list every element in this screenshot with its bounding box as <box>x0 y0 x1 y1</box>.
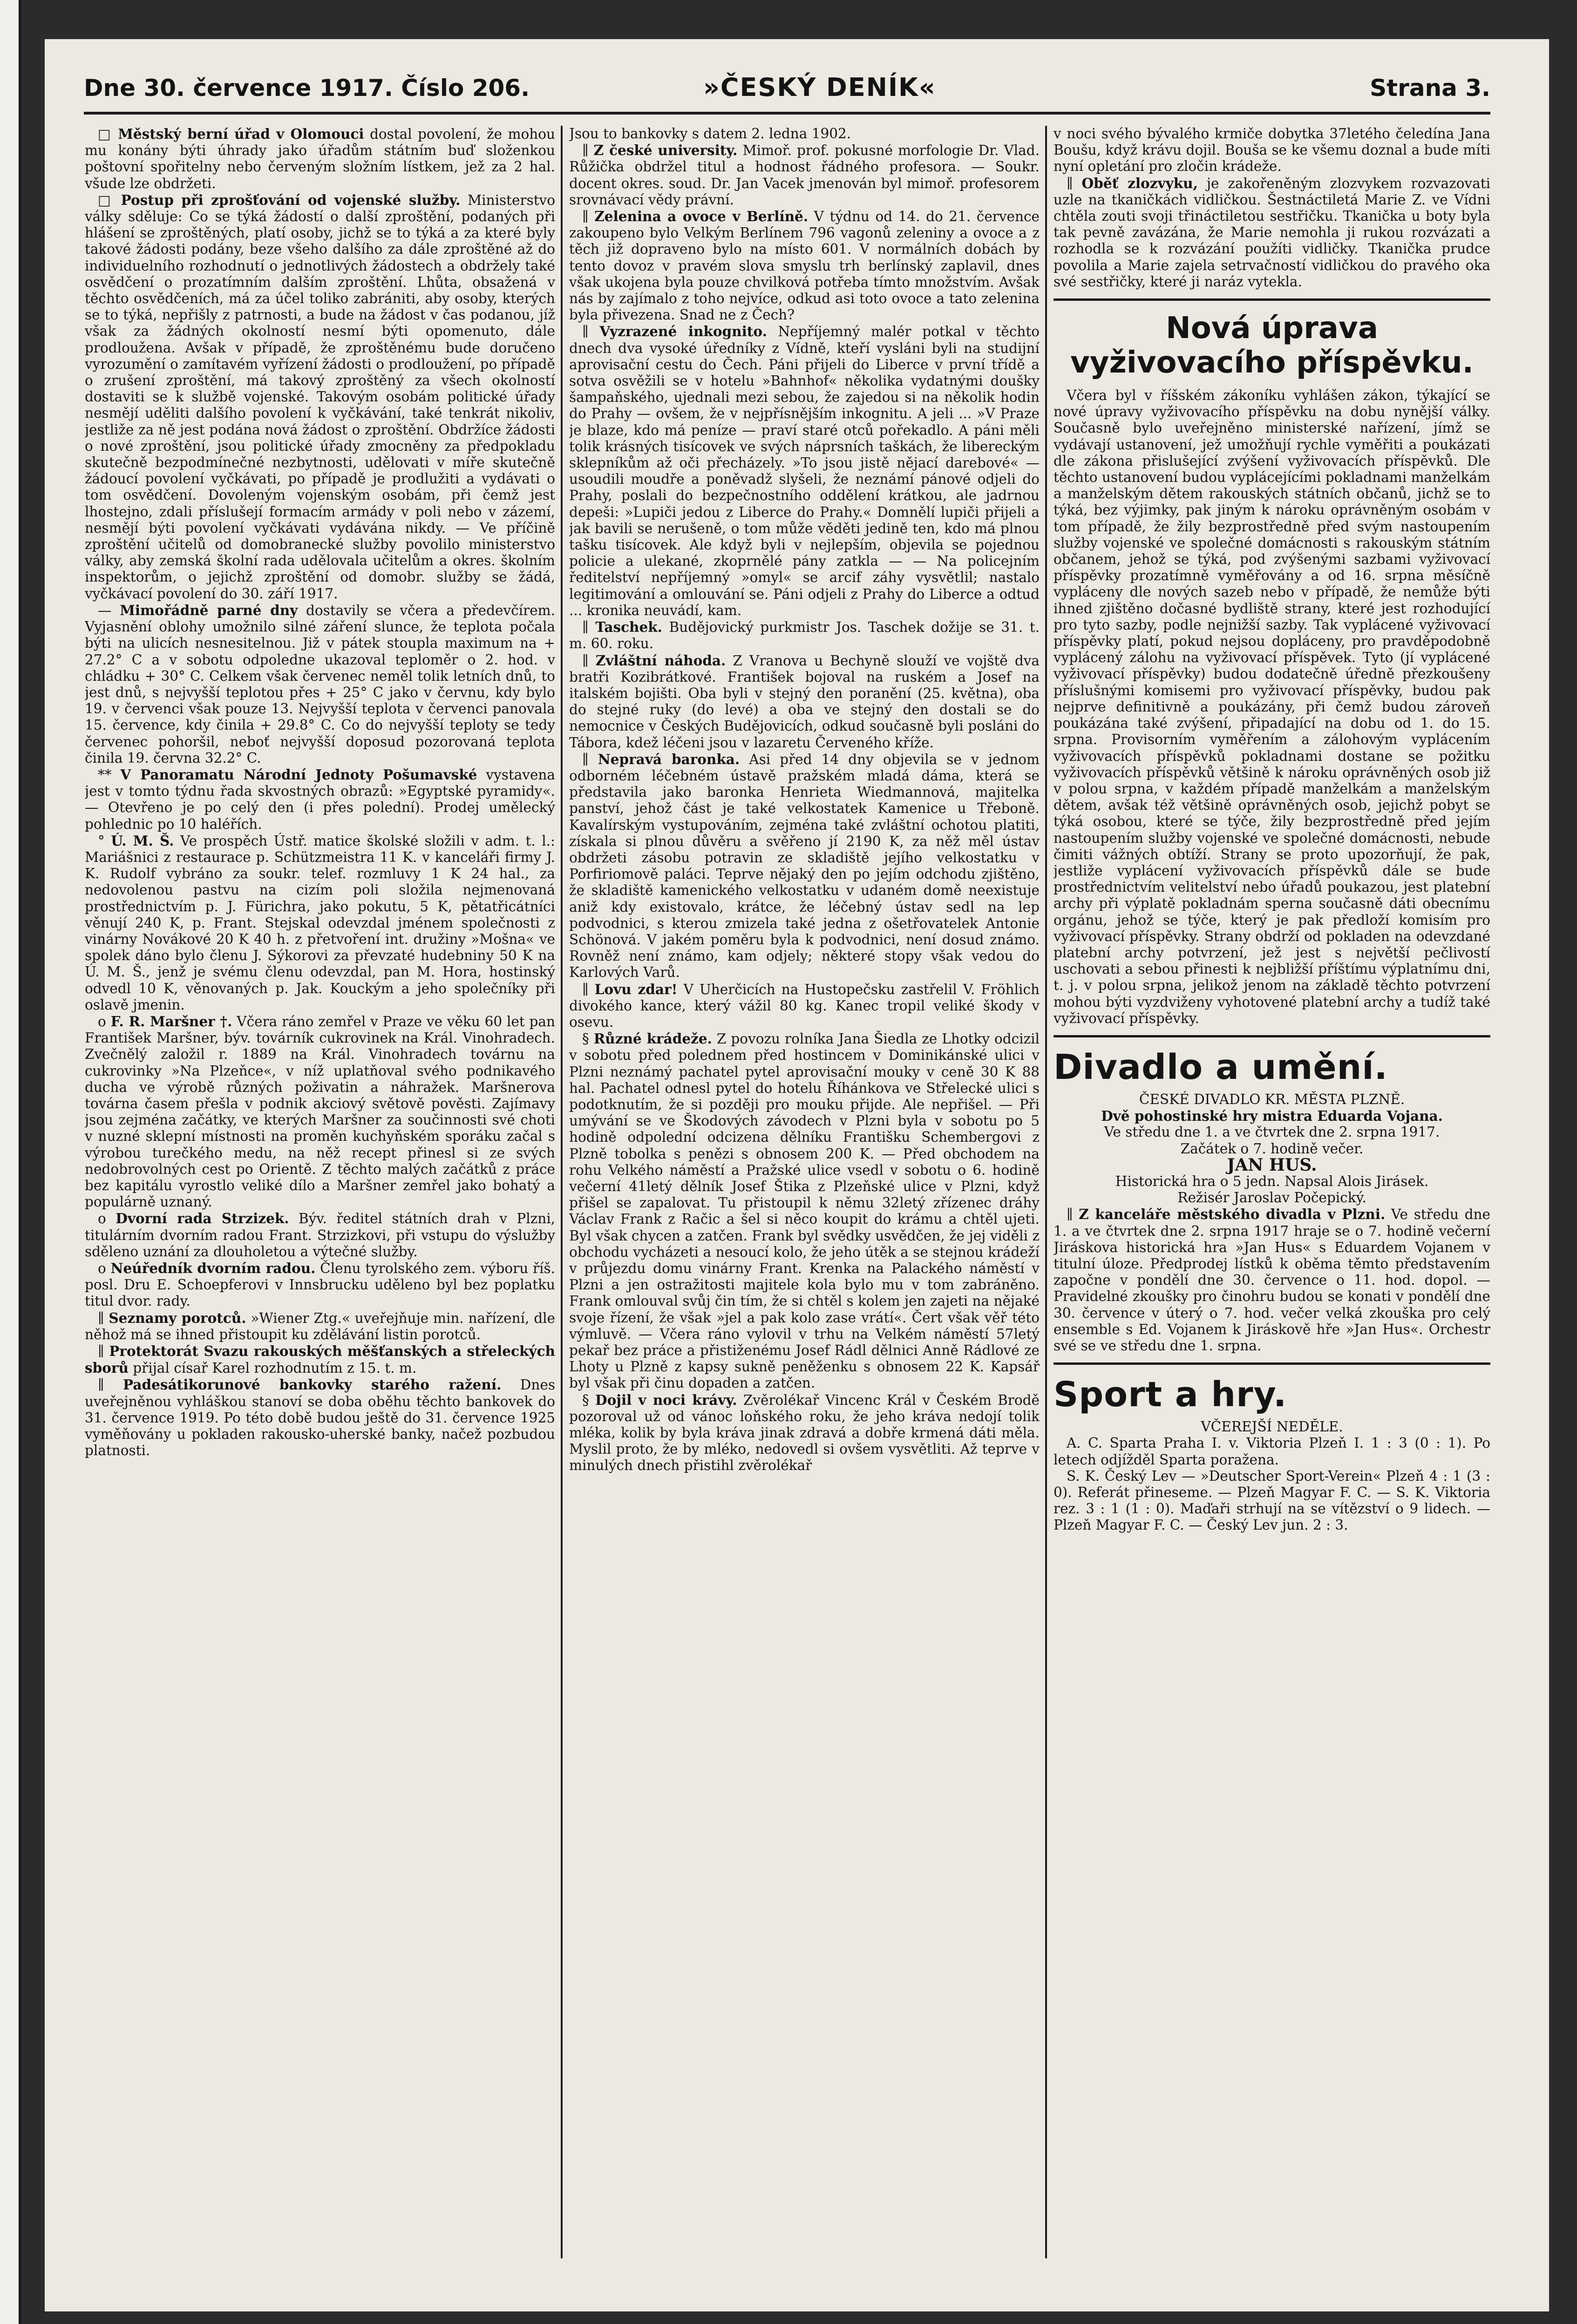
article-nahoda: ∥ Zvláštní náhoda. Z Vranova u Bechyně slouží ve vojště dva bratři Kozibrátkové. František bojoval na ruském a Josef na italském bojišti. Oba byli v stejný den poranění (25. května), oba do stejné ruky (do levé) a oba ve stejný den dostali se do nemocnice v Českých Budějovicích, odkud současně byli posláni do Tábora, kdež léčeni jsou v lazaretu Červeného kříže. <box>569 652 1040 751</box>
column-2 <box>569 126 1040 2268</box>
article-heading: Městský berní úřad v Olomouci <box>118 126 364 142</box>
article-heading: Vyzrazené inkognito. <box>599 323 767 340</box>
article-text: vystavena jest v tomto týdnu řada skvostných obrazů: »Egyptské pyramidy«. — Otevřeno je po celý den (i přes polední). Prodej umělecký pohlednic po 10 haléřích. <box>85 766 555 832</box>
page-left-strip <box>0 0 21 2324</box>
article-heading: Zvláštní náhoda. <box>595 652 726 669</box>
article-text: přijal císař Karel rozhodnutím z 15. t. m. <box>133 1360 417 1376</box>
article-text: Členu tyrolského zem. výboru říš. posl. Dru E. Schoepferovi v Innsbrucku uděleno byl bez poplatku titul dvor. rady. <box>85 1260 555 1309</box>
article-text: Nepříjemný malér potkal v těchto dnech dva vysoké úředníky z Vídně, kteří vysláni byli na studijní aprovisační cestu do Čech. Páni přijeli do Liberce v první třídě a sotva osvěžili se v hotelu »Bahnhof« několika vydatnými doušky šampaňského, ujednali mezi sebou, že zajedou si na několik hodin do Prahy — ovšem, že v nejpřísnějším inkognitu. A jeli ... »V Praze je blaze, kdo má peníze — praví staré otců pořekadlo. A páni měli tolik krásných tisícovek ve svých náprsních taškách, že libereckým sklepníkům až oči přecházely. »To jsou jistě nějací darebové« — usoudili moudře a poněvadž slyšeli, že neznámí pánové odjeli do Prahy, poslali do bezpečnostního oddělení krátkou, ale jadrnou depeši: »Lupiči jedou z Liberce do Prahy.« Domnělí lupiči přijeli a jak bavili se nerušeně, o tom může věděti jedině ten, kdo má plnou tašku tisícovek. Ale když byli v nejlepším, objevila se pojednou policie a ulekané, zkoprnělé pány zatkla — — Na policejním ředitelství nepříjemný »omyl« se arcif záhy vysvětlil; nastalo legitimování a omlouvání se. Páni odjeli z Prahy do Liberce a odtud ... kronika neuvádí, kam. <box>569 324 1040 618</box>
article-heading: Postup při zprošťování od vojenské služby. <box>121 191 461 208</box>
article-baronka: ∥ Nepravá baronka. Asi před 14 dny objevila se v jednom odborném léčebném ústavě pražském mladá dáma, která se představila jako baronka Henrieta Wiedmannová, majitelka panství, jehož část je také velkostatek Kamenice u Třeboně. Kavalírským vystupováním, zejména také zvláštní ochotou platiti, získala si plnou důvěru a svěřeno jí 2190 K, za něž měl ústav obdržeti zásobu potravin ze skladiště jejího velkostatku v Porfiriomově paláci. Teprve nějaký den po jejím odchodu zjištěno, že skladiště kamenického velkostatku v udaném domě neexistuje aniž kdy existovalo, krátce, že léčebný ústav sedl na lep podvodnici, s kterou zmizela také jedna z ošetřovatelek Antonie Schönová. V jakém poměru byla k podvodnici, není dosud známo. Rovněž není známo, kam odjely; některé stopy však vedou do Karlových Varů. <box>569 751 1040 981</box>
sport-subheading: VČEREJŠÍ NEDĚLE. <box>1201 1419 1343 1435</box>
article-text: V Uherčicích na Hustopečsku zastřelil V. Fröhlich divokého kance, který vážil 80 kg. Kanec tropil veliké škody v osevu. <box>569 981 1040 1030</box>
sport-result-sparta: A. C. Sparta Praha I. v. Viktoria Plzeň I. 1 : 3 (0 : 1). Po letech odjížděl Sparta poražena. <box>1054 1435 1490 1468</box>
article-continuation: Jsou to bankovky s datem 2. ledna 1902. <box>569 126 851 142</box>
article-text: dostal povolení, že mohou mu konány býti úhrady jako úřadům státním buď složenkou poštovní spořitelny nebo červeným složním lístkem, jež za 2 hal. všude lze obdržeti. <box>85 126 555 191</box>
theatre-play-title: JAN HUS. <box>1227 1155 1317 1175</box>
article-heading: Různé krádeže. <box>593 1030 712 1047</box>
article-strzizek: o Dvorní rada Strzizek. Býv. ředitel státních drah v Plzni, titulárním dvorním radou Frant. Strzizkovi, při vstupu do výslužby sděleno uznání za dlouholetou a výtečné služby. <box>85 1210 555 1260</box>
article-parne-dny: — Mimořádně parné dny dostavily se včera a předevčírem. Vyjasnění oblohy umožnilo silné záření slunce, že teplota počala býti na ulicích nesnesitelnou. Již v pátek stoupla maximum na + 27.2° C a v sobotu odpoledne ukazoval teploměr o 2. hod. v chládku + 30° C. Celkem však červenec neměl tolik letních dnů, to jest dnů, s nejvyšší teplotou přes + 25° C jako v červnu, kdy bylo 19. v červenci však pouze 13. Nejvyšší teplota v červenci panovala 15. července, kdy činila + 29.8° C. Co do nejvyšší teploty se tedy červenec pohoršil, neboť nejvyšší doposud pozorovaná teplota činila 19. června 32.2° C. <box>85 602 555 766</box>
column-rule <box>561 126 563 2258</box>
article-heading: Z kanceláře městského divadla v Plzni. <box>1079 1206 1386 1223</box>
article-text: Z povozu rolníka Jana Šiedla ze Lhotky odcizil v sobotu před polednem před hostincem v Dominikánské ulici v Plzni neznámý pachatel pytel aprovisační mouky v ceně 30 K 88 hal. Pachatel odnesl pytel do hotelu Říhánkova ve Střelecké ulici s podotknutím, že si později pro mouku přijde. Ale nepřišel. — Při umývání se ve Škodových závodech v Plzni byla v sobotu po 5 hodině odpolední odcizena dělníku Františku Schembergovi z Plzně tobolka s penězi s obnosem 200 K. — Před obchodem na rohu Velkého náměstí a Pražské ulice vsedl v sobotu o 6. hodině večerní 41letý dělník Josef Štika z Plzeňské ulice v Plzni, když přišel se zapalovat. Tu přistoupil k němu 32letý zřízenec dráhy Václav Frank z Račic a šel si něco koupit do krámu a chtěl ujeti. Byl však chycen a zatčen. Frank byl svědky usvědčen, že jej viděli z obchodu vycházeti a nesoucí kolo, že jeho útěk a se stejnou krádeží v průjezdu domu vinárny Frant. Krenka na Palackého náměstí v Plzni a jen ostražitosti majitele kola bylo mu v tom zabráněno. Frank omlouval svůj čin tím, že si chtěl s kolem jen zajeti na nějaké svoje řízení, že však »jel a pak kolo zase vrátí«. Čert však věř této výmluvě. — Včera ráno vylovil v trhu na Velkém náměstí 57letý pekař bez práce a přistiženému Josef Rádl dělnici Anně Rádlové ze Lhoty u Plzně z kapsy sukně peněženku s obnosem 22 K. Kapsář byl však při činu dopaden a zatčen. <box>569 1031 1040 1391</box>
article-taschek: ∥ Taschek. Budějovický purkmistr Jos. Taschek dožije se 31. t. m. 60. roku. <box>569 619 1040 652</box>
column-3 <box>1054 126 1490 2268</box>
article-text: Včera ráno zemřel v Praze ve věku 60 let pan František Maršner, býv. továrník cukrovinek na Král. Vinohradech. Zvečnělý založil r. 1889 na Král. Vinohradech továrnu na cukrovinky »Na Plzeňce«, v níž uplatňoval svého podnikavého ducha ve výrobě různých poživatin a náhražek. Maršnerova továrna časem přešla v podnik akciový světově pověsti. Zajímavy jsou zejména začátky, ve kterých Maršner za součinnosti své choti v nuzné sklepní místnosti na proměn kuchyňském sporáku začal s výrobou turečkého medu, na něž recept přinesl si ze svých nedobrovolných cest po Orientě. Z těchto malých začátků z práce bez kapitálu vyrostlo veliké dílo a Maršner zemřel jako bohatý a populárně uznaný. <box>85 1013 555 1210</box>
section-rule <box>1054 298 1490 301</box>
article-dojil: § Dojil v noci krávy. Zvěrolékař Vincenc Král v Českém Brodě pozoroval už od vánoc loňského roku, že jeho kráva nedojí tolik mléka, kolik by byla kráva jinak zdravá a dobře krmená dáti měla. Myslil proto, že by mléko, nedovedl si ovšem vysvětliti. Až teprve v minulých dnech přistihl zvěrolékař <box>569 1391 1040 1474</box>
newspaper-title: »ČESKÝ DENÍK« <box>703 73 936 102</box>
article-obet-zlozvyku: ∥ Oběť zlozvyku, je zakořeněným zlozvykem rozvazovati uzle na tkaničkách vidličkou. Šestnáctiletá Marie Z. ve Vídni chtěla zouti svoji třináctiletou sestřičku. Tkanička u boty byla tak pevně zavázána, že Marie nemohla ji rukou rozvázati a rozhodla se k rozvázání použíti vidličky. Tkanička prudce povolila a Marie zajela setrvačností vidličkou do pravého oka své sestřičky, které ji naráz vytekla. <box>1054 175 1490 290</box>
article-heading: Seznamy porotců. <box>109 1309 246 1326</box>
article-heading: Oběť zlozvyku, <box>1081 175 1198 191</box>
article-protektorat: ∥ Protektorát Svazu rakouských měšťanských a střeleckých sborů přijal císař Karel rozhodnutím z 15. t. m. <box>85 1343 555 1376</box>
article-text: Mimoř. prof. pokusné morfologie Dr. Vlad. Růžička obdržel titul a hodnost řádného profesora. — Soukr. docent okres. soud. Dr. Jan Vacek jmenován byl mimoř. profesorem srovnávací vědy právní. <box>569 142 1040 208</box>
article-text: Budějovický purkmistr Jos. Taschek dožije se 31. t. m. 60. roku. <box>569 619 1040 652</box>
masthead <box>84 70 1490 115</box>
article-text: V týdnu od 14. do 21. července zakoupeno bylo Velkým Berlínem 796 vagonů zeleniny a ovoce a z těch již dopraveno bylo na místo 601. V normálních dobách by tento dovoz v pravém slova smyslu trh berlínský zaplavil, dnes však ukojena byla pouze chvilková potřeba tímto množstvím. Avšak nás by zajímalo z toho nejvíce, odkud asi toto ovoce a tato zelenina byla přivezena. Snad ne z Čech? <box>569 209 1040 323</box>
article-marsner: o F. R. Maršner †. Včera ráno zemřel v Praze ve věku 60 let pan František Maršner, býv. továrník cukrovinek na Král. Vinohradech. Zvečnělý založil r. 1889 na Král. Vinohradech továrnu na cukrovinky »Na Plzeňce«, v níž uplatňoval svého podnikavého ducha ve výrobě různých poživatin a náhražek. Maršnerova továrna časem přešla v podnik akciový světově pověsti. Zajímavy jsou zejména začátky, ve kterých Maršner za součinnosti své choti v nuzné sklepní místnosti na proměn kuchyňském sporáku začal s výrobou turečkého medu, na něž recept přinesl si ze svých nedobrovolných cest po Orientě. Z těchto malých začátků z práce bez kapitálu vyrostlo veliké dílo a Maršner zemřel jako bohatý a populárně uznaný. <box>85 1013 555 1210</box>
article-neuřednik: o Neúředník dvorním radou. Členu tyrolského zem. výboru říš. posl. Dru E. Schoepferovi v Innsbrucku uděleno byl bez poplatku titul dvor. rady. <box>85 1260 555 1309</box>
section-heading-sport: Sport a hry. <box>1054 1375 1287 1415</box>
theatre-director: Režisér Jaroslav Počepický. <box>1177 1190 1366 1206</box>
article-lov: ∥ Lovu zdar! V Uherčicích na Hustopečsku zastřelil V. Fröhlich divokého kance, který vážil 80 kg. Kanec tropil veliké škody v osevu. <box>569 981 1040 1030</box>
article-heading: Taschek. <box>595 619 662 636</box>
article-vyzivovaci-prispevek: Včera byl v říšském zákoníku vyhlášen zákon, týkající se nové úpravy vyživovacího příspěvku na dobu nynější války. Současně bylo uveřejněno ministerské nařízení, jímž se vydávají ustanovení, jež umožňují rychle vyměřiti a poukázati dle zákona přislušející zvýšení vyživovacích příspěvků. Dle těchto ustanovení budou vyplácejícími pokladnami manželkám a manželským dětem rakouských státních občanů, jichž se to týká, bez výjimky, pak jiným k nároku oprávněným osobám v tom případě, že žily bezprostředně před svým nastoupením služby vojenské ve společné domácnosti s rakouským státním občanem, jehož se týká, pod zvýšenými sazbami vyživovací příspěvky prozatímně vyměřovány a od 16. srpna měsíčně vypláceny dle nových sazeb nebo v případě, že nemůže býti ihned zjištěno dočasné bydliště strany, které jest rozhodující pro tyto sazby, podle nejnižší sazby. Tak vyplácené vyživovací příspěvky platí, pokud nejsou dopláceny, pro pravděpodobně vyplácený zálohu na vyživovací příspěvek. Tyto (jí vyplácené vyživovací příspěvky) budou dodatečně úředně přezkoušeny příslušnými komisemi pro vyživovací příspěvky, budou pak nejprve definitivně a poukázány, při čemž budou zároveň poukázána také zvýšení, připadající na dobu od 1. do 15. srpna. Provisorním vyměřením a zálohovým vyplácením vyživovacích příspěvků pokladnami dostane se požitku vyživovacích příspěvků většině k nároku oprávněných osob již v polou srpna, v každém případě manželkám a manželským dětem, avšak též většině oprávněných osob, jejichž pobyt se týká osobou, které se týče, žily bezprostředně před jejím nastoupením služby vojenské ve společné domácnosti, nebude čimiti vážných obtíží. Strany se proto upozorňují, že pak, jestliže vyplácení vyživovacích příspěvků dále se bude prostřednictvím velitelství nebo úřadů poukazou, jest platební archy při výplatě pokladnám sperna současně dáti obecnímu orgánu, jehož se týče, který je pak předloží komisím pro vyživovací příspěvky. Strany obdrží od pokladen na odevzdané platební archy potvrzení, jež jest s největší pečlivostí uschovati a sebou přinesti k nejbližší příštímu výplatnímu dni, t. j. v polou srpna, jelikož jenom na základě těchto potvrzení mohou býti vyzdviženy vyhotovené platební archy a tudíž také vyživovací příspěvky. <box>1054 387 1490 1026</box>
article-heading: Mimořádně parné dny <box>120 602 298 618</box>
article-text: Ve prospěch Ústř. matice školské složili v adm. t. l.: Mariášnici z restaurace p. Schützmeistra 11 K. v kanceláři firmy J. K. Rudolf vybráno za soukr. telef. rozmluvy 1 K 24 hal., za nedovolenou pastvu na cizím poli složila nejmenovaná prostřednictvím p. J. Fürichra, jako pokutu, 5 K, pětatřicátníci věnují 240 K, p. Frant. Stejskal odevzdal jménem společnosti z vinárny Novákové 20 K 40 h. z přetvoření int. družiny »Mošna« ve spolek dáno bylo členu J. Sýkorovi za převzaté hudebniny 50 K na Ú. M. Š., jenž je svému členu odevzdal, pan M. Hora, hostinský odvedl 10 K, věnovaných p. Jak. Kouckým a jeho společníky při oslavě jmenin. <box>85 833 555 1013</box>
article-heading: F. R. Maršner †. <box>110 1013 232 1030</box>
article-heading: Dojil v noci krávy. <box>595 1391 737 1408</box>
article-panorama: ** V Panoramatu Národní Jednoty Pošumavské vystavena jest v tomto týdnu řada skvostných obrazů: »Egyptské pyramidy«. — Otevřeno je po celý den (i přes polední). Prodej umělecký pohlednic po 10 haléřích. <box>85 766 555 832</box>
section-heading-vyzivovaci: Nová úprava vyživovacího příspěvku. <box>1070 311 1474 380</box>
article-berni-urad: □ Městský berní úřad v Olomouci dostal povolení, že mohou mu konány býti úhrady jako úřadům státním buď složenkou poštovní spořitelny nebo červeným složním lístkem, jež za 2 hal. všude lze obdržeti. <box>85 126 555 191</box>
section-rule <box>1054 1362 1490 1365</box>
article-kradeze: § Různé krádeže. Z povozu rolníka Jana Šiedla ze Lhotky odcizil v sobotu před polednem před hostincem v Dominikánské ulici v Plzni neznámý pachatel pytel aprovisační mouky v ceně 30 K 88 hal. Pachatel odnesl pytel do hotelu Říhánkova ve Střelecké ulici s podotknutím, že si později pro mouku přijde. Ale nepřišel. — Při umývání se ve Škodových závodech v Plzni byla v sobotu po 5 hodině odpolední odcizena dělníku Františku Schembergovi z Plzně tobolka s penězi s obnosem 200 K. — Před obchodem na rohu Velkého náměstí a Pražské ulice vsedl v sobotu o 6. hodině večerní 41letý dělník Josef Štika z Plzeňské ulice v Plzni, když přišel se zapalovat. Tu přistoupil k němu 32letý zřízenec dráhy Václav Frank z Račic a šel si něco koupit do krámu a chtěl ujeti. Byl však chycen a zatčen. Frank byl svědky usvědčen, že jej viděli z obchodu vycházeti a nesoucí kolo, že jeho útěk a se stejnou krádeží v průjezdu domu vinárny Frant. Krenka na Palackého náměstí v Plzni a jen ostražitosti majitele kola bylo mu v tom zabráněno. Frank omlouval svůj čin tím, že si chtěl s kolem jen zajeti na nějaké svoje řízení, že však »jel a pak kolo zase vrátí«. Čert však věř této výmluvě. — Včera ráno vylovil v trhu na Velkém náměstí 57letý pekař bez práce a přistiženému Josef Rádl dělnici Anně Rádlové ze Lhoty u Plzně z kapsy sukně peněženku s obnosem 22 K. Kapsář byl však při činu dopaden a zatčen. <box>569 1030 1040 1391</box>
article-text: Zvěrolékař Vincenc Král v Českém Brodě pozoroval už od vánoc loňského roku, že jeho kráva nedojí tolik mléka, kolik by byla kráva jinak zdravá a dobře krmená dáti měla. Myslil proto, že by mléko, nedovedl si ovšem vysvětliti. Až teprve v minulých dnech přistihl zvěrolékař <box>569 1392 1040 1474</box>
article-text: Asi před 14 dny objevila se v jednom odborném léčebném ústavě pražském mladá dáma, která se představila jako baronka Henrieta Wiedmannová, majitelka panství, jehož část je také velkostatek Kamenice u Třeboně. Kavalírským vystupováním, zejména také zvláštní ochotou platiti, získala si plnou důvěru a svěřeno jí 2190 K, za něž měl ústav obdržeti zásobu potravin ze skladiště jejího velkostatku v Porfiriomově paláci. Teprve nějaký den po jejím odchodu zjištěno, že skladiště kamenického velkostatku v udaném domě neexistuje aniž kdy existovalo, krátce, že léčebný ústav sedl na lep podvodnici, s kterou zmizela také jedna z ošetřovatelek Antonie Schönová. V jakém poměru byla k podvodnici, není dosud známo. Rovněž není známo, kam odjely; některé stopy však vedou do Karlových Varů. <box>569 751 1040 981</box>
article-heading: Lovu zdar! <box>594 981 678 997</box>
article-zprostovani: □ Postup při zprošťování od vojenské služby. Ministerstvo války sděluje: Co se týká žádostí o další zproštění, podaných při hlášení se zproštěných, platí osoby, jichž se to týká a za které byly takové žádosti podány, beze všeho dalšího za dále zproštěné až do individuelního rozhodnutí o jednotlivých žádostech a obdržely také osvědčení o prozatímním dalším zproštění. Lhůta, obsažená v těchto osvědčeních, má za účel toliko zabrániti, aby osoby, kterých se to týká, nepřišly z patrnosti, a bude na žádost v čas podanou, jíž však za žádných okolností nesmí býti opomenuto, dále prodloužena. Avšak v případě, že zproštěnému bude doručeno vyrozumění o zamítavém vyřízení žádosti o prodloužení, po případě o zrušení zproštění, má takový zproštěný za všech okolností dostaviti se k službě vojenské. Takovým osobám politické úřady nesmějí uděliti dalšího povolení k vyčkávání, také tenkrát nikoliv, jestliže za ně jest podána nová žádost o zproštění. Obdržíce žádosti o nové zproštění, jsou politické úřady zmocněny za předpokladu skutečně bezpodmínečné nezbytnosti, udělovati v míře skutečně žádoucí povolení vyčkávati, po případě je prodlužiti a vydávati o tom osvědčení. Dovoleným vojenským osobám, při čemž jest lhostejno, zdali příslušejí formacím armády v poli nebo v zázemí, nesmějí býti povolení vyčkávati vydávána nikdy. — Ve příčině zproštění učitelů od domobranecké služby povolilo ministerstvo války, aby zemská školní rada udělovala učitelům a okres. školním inspektorům, o jejichž zproštění od domobr. služby se žádá, vyčkávací povolení do 30. září 1917. <box>85 191 555 602</box>
article-text: »Wiener Ztg.« uveřejňuje min. nařízení, dle něhož má se ihned přistoupit ku zdělávání listin porotců. <box>85 1310 555 1342</box>
article-heading: V Panoramatu Národní Jednoty Pošumavské <box>120 766 477 783</box>
article-heading: Z české university. <box>593 142 738 159</box>
article-text: Ve středu dne 1. a ve čtvrtek dne 2. srpna 1917 hraje se o 7. hodině večerní Jiráskova historická hra »Jan Hus« s Eduardem Vojanem v titulní úloze. Předprodej lístků k oběma těmto představením započne v pondělí dne 30. července o 11. hod. dopol. — Pravidelné zkoušky pro činohru budou se konati v pondělí dne 30. července v úterý o 7. hod. večer velká zkouška pro celý ensemble s Ed. Vojanem k Jiráskově hře »Jan Hus«. Orchestr své se ve středu dne 1. srpna. <box>1054 1206 1490 1354</box>
article-heading: Ú. M. Š. <box>111 832 174 849</box>
article-text: Dnes uveřejněnou vyhláškou stanoví se doba oběhu těchto bankovek do 31. července 1919. Po této době budou ještě do 31. července 1925 vyměňovány u pokladen rakousko-uherské banky, načež pozbudou platnosti. <box>85 1377 555 1459</box>
column-rule <box>1045 126 1047 2258</box>
column-1 <box>85 126 555 2268</box>
article-heading: Padesátikorunové bankovky starého ražení. <box>123 1376 502 1393</box>
article-heading: Zelenina a ovoce v Berlíně. <box>594 208 809 225</box>
theatre-dates: Ve středu dne 1. a ve čtvrtek dne 2. srpna 1917. <box>1104 1124 1440 1140</box>
sport-result-cesky-lev: S. K. Český Lev — »Deutscher Sport-Verein« Plzeň 4 : 1 (3 : 0). Referát přineseme. — Plzeň Magyar F. C. — S. K. Viktoria rez. 3 : 1 (1 : 0). Maďaři strhují na se vítězství o 9 lidech. — Plzeň Magyar F. C. — Český Lev jun. 2 : 3. <box>1054 1468 1490 1533</box>
page-number: Strana 3. <box>1370 75 1490 102</box>
article-porotci: ∥ Seznamy porotců. »Wiener Ztg.« uveřejňuje min. nařízení, dle něhož má se ihned přistoupit ku zdělávání listin porotců. <box>85 1309 555 1342</box>
issue-date: Dne 30. července 1917. Číslo 206. <box>84 75 530 102</box>
article-divadlo-kancelar: ∥ Z kanceláře městského divadla v Plzni. Ve středu dne 1. a ve čtvrtek dne 2. srpna 1917 hraje se o 7. hodině večerní Jiráskova historická hra »Jan Hus« s Eduardem Vojanem v titulní úloze. Předprodej lístků k oběma těmto představením započne v pondělí dne 30. července o 11. hod. dopol. — Pravidelné zkoušky pro činohru budou se konati v pondělí dne 30. července v úterý o 7. hod. večer velká zkouška pro celý ensemble s Ed. Vojanem k Jiráskově hře »Jan Hus«. Orchestr své se ve středu dne 1. srpna. <box>1054 1206 1490 1354</box>
article-text: Býv. ředitel státních drah v Plzni, titulárním dvorním radou Frant. Strzizkovi, při vstupu do výslužby sděleno uznání za dlouholetou a výtečné služby. <box>85 1211 555 1260</box>
theatre-name: ČESKÉ DIVADLO KR. MĚSTA PLZNĚ. <box>1139 1091 1405 1107</box>
article-zelenina: ∥ Zelenina a ovoce v Berlíně. V týdnu od 14. do 21. července zakoupeno bylo Velkým Berlínem 796 vagonů zeleniny a ovoce a z těch již dopraveno bylo na místo 601. V normálních dobách by tento dovoz v pravém slova smyslu trh berlínský zaplavil, dnes však ukojena byla pouze chvilková potřeba tímto množstvím. Avšak nás by zajímalo z toho nejvíce, odkud asi toto ovoce a tato zelenina byla přivezena. Snad ne z Čech? <box>569 208 1040 323</box>
article-inkognito: ∥ Vyzrazené inkognito. Nepříjemný malér potkal v těchto dnech dva vysoké úředníky z Vídně, kteří vysláni byli na studijní aprovisační cestu do Čech. Páni přijeli do Liberce v první třídě a sotva osvěžili se v hotelu »Bahnhof« několika vydatnými doušky šampaňského, ujednali mezi sebou, že zajedou si na několik hodin do Prahy — ovšem, že v nejpřísnějším inkognitu. A jeli ... »V Praze je blaze, kdo má peníze — praví staré otců pořekadlo. A páni měli tolik krásných tisícovek ve svých náprsních taškách, že libereckým sklepníkům až oči přecházely. »To jsou jistě nějací darebové« — usoudili moudře a poněvadž slyšeli, že neznámí pánové odjeli do Prahy, poslali do bezpečnostního oddělení krátkou, ale jadrnou depeši: »Lupiči jedou z Liberce do Prahy.« Domnělí lupiči přijeli a jak bavili se nerušeně, o tom může věděti jedině ten, kdo má plnou tašku tisícovek. Ale když byli v nejlepším, objevila se pojednou policie a ulekané, zkoprnělé pány zatkla — — Na policejním ředitelství nepříjemný »omyl« se arcif záhy vysvětlil; nastalo legitimování a omlouvání se. Páni odjeli z Prahy do Liberce a odtud ... kronika neuvádí, kam. <box>569 323 1040 618</box>
article-text: dostavily se včera a předevčírem. Vyjasnění oblohy umožnilo silné záření slunce, že teplota počala býti na ulicích nesnesitelnou. Již v pátek stoupla maximum na + 27.2° C a v sobotu odpoledne ukazoval teploměr o 2. hod. v chládku + 30° C. Celkem však červenec neměl tolik letních dnů, to jest dnů, s nejvyšší teplotou přes + 25° C jako v červnu, kdy bylo 19. v červenci však pouze 13. Nejvyšší teplota v červenci panovala 15. července, kdy činila + 29.8° C. Co do nejvyšší teploty se tedy červenec pohoršil, neboť nejvyšší doposud pozorovaná teplota činila 19. června 32.2° C. <box>85 602 555 766</box>
article-text: Z Vranova u Bechyně slouží ve vojště dva bratři Kozibrátkové. František bojoval na ruském a Josef na italském bojišti. Oba byli v stejný den poranění (25. května), oba do stejné ruky (do levé) a oba ve stejný den dostali se do nemocnice v Českých Budějovicích, odkud současně byli posláni do Tábora, kdež léčeni jsou v lazaretu Červeného kříže. <box>569 652 1040 751</box>
article-text: je zakořeněným zlozvykem rozvazovati uzle na tkaničkách vidličkou. Šestnáctiletá Marie Z. ve Vídni chtěla zouti svoji třináctiletou sestřičku. Tkanička u boty byla tak pevně zavázána, že Marie nemohla ji rukou rozvázati a rozhodla se k rozvázání použíti vidličky. Tkanička prudce povolila a Marie zajela setrvačností vidličkou do pravého oka své sestřičky, které ji naráz vytekla. <box>1054 175 1490 290</box>
article-bankovky: ∥ Padesátikorunové bankovky starého ražení. Dnes uveřejněnou vyhláškou stanoví se doba oběhu těchto bankovek do 31. července 1919. Po této době budou ještě do 31. července 1925 vyměňovány u pokladen rakousko-uherské banky, načež pozbudou platnosti. <box>85 1376 555 1459</box>
theatre-guest-plays: Dvě pohostinské hry mistra Eduarda Vojana. <box>1101 1108 1443 1125</box>
section-heading-divadlo: Divadlo a umění. <box>1054 1047 1388 1087</box>
article-continuation: v noci svého bývalého krmiče dobytka 37letého čeledína Jana Boušu, když krávu dojil. Bouša se ke všemu doznal a bude míti nyní opletání pro zločin krádeže. <box>1054 126 1490 175</box>
theatre-play-info: Historická hra o 5 jedn. Napsal Alois Jirásek. <box>1115 1173 1429 1189</box>
section-rule <box>1054 1035 1490 1037</box>
article-heading: Nepravá baronka. <box>598 751 740 767</box>
article-ums: ° Ú. M. Š. Ve prospěch Ústř. matice školské složili v adm. t. l.: Mariášnici z restaurace p. Schützmeistra 11 K. v kanceláři firmy J. K. Rudolf vybráno za soukr. telef. rozmluvy 1 K 24 hal., za nedovolenou pastvu na cizím poli složila nejmenovaná prostřednictvím p. J. Fürichra, jako pokutu, 5 K, pětatřicátníci věnují 240 K, p. Frant. Stejskal odevzdal jménem společnosti z vinárny Novákové 20 K 40 h. z přetvoření int. družiny »Mošna« ve spolek dáno bylo členu J. Sýkorovi za převzaté hudebniny 50 K na Ú. M. Š., jenž je svému členu odevzdal, pan M. Hora, hostinský odvedl 10 K, věnovaných p. Jak. Kouckým a jeho společníky při oslavě jmenin. <box>85 832 555 1013</box>
article-universita: ∥ Z české university. Mimoř. prof. pokusné morfologie Dr. Vlad. Růžička obdržel titul a hodnost řádného profesora. — Soukr. docent okres. soud. Dr. Jan Vacek jmenován byl mimoř. profesorem srovnávací vědy právní. <box>569 142 1040 208</box>
article-heading: Protektorát Svazu rakouských měšťanských a střeleckých sborů <box>85 1343 555 1376</box>
article-heading: Neúředník dvorním radou. <box>110 1260 316 1277</box>
article-text: Ministerstvo války sděluje: Co se týká žádostí o další zproštění, podaných při hlášení se zproštěných, platí osoby, jichž se to týká a za které byly takové žádosti podány, beze všeho dalšího za dále zproštěné až do individuelního rozhodnutí o jednotlivých žádostech a obdržely také osvědčení o prozatímním dalším zproštění. Lhůta, obsažená v těchto osvědčeních, má za účel toliko zabrániti, aby osoby, kterých se to týká, nepřišly z patrnosti, a bude na žádost v čas podanou, jíž však za žádných okolností nesmí býti opomenuto, dále prodloužena. Avšak v případě, že zproštěnému bude doručeno vyrozumění o zamítavém vyřízení žádosti o prodloužení, po případě o zrušení zproštění, má takový zproštěný za všech okolností dostaviti se k službě vojenské. Takovým osobám politické úřady nesmějí uděliti dalšího povolení k vyčkávání, také tenkrát nikoliv, jestliže za ně jest podána nová žádost o zproštění. Obdržíce žádosti o nové zproštění, jsou politické úřady zmocněny za předpokladu skutečně bezpodmínečné nezbytnosti, udělovati v míře skutečně žádoucí povolení vyčkávati, po případě je prodlužiti a vydávati o tom osvědčení. Dovoleným vojenským osobám, při čemž jest lhostejno, zdali příslušejí formacím armády v poli nebo v zázemí, nesmějí býti povolení vyčkávati vydávána nikdy. — Ve příčině zproštění učitelů od domobranecké služby povolilo ministerstvo války, aby zemská školní rada udělovala učitelům a okres. školním inspektorům, o jejichž zproštění od domobr. služby se žádá, vyčkávací povolení do 30. září 1917. <box>85 192 555 602</box>
article-heading: Dvorní rada Strzizek. <box>116 1210 289 1227</box>
theatre-start-time: Začátek o 7. hodině večer. <box>1180 1140 1364 1157</box>
